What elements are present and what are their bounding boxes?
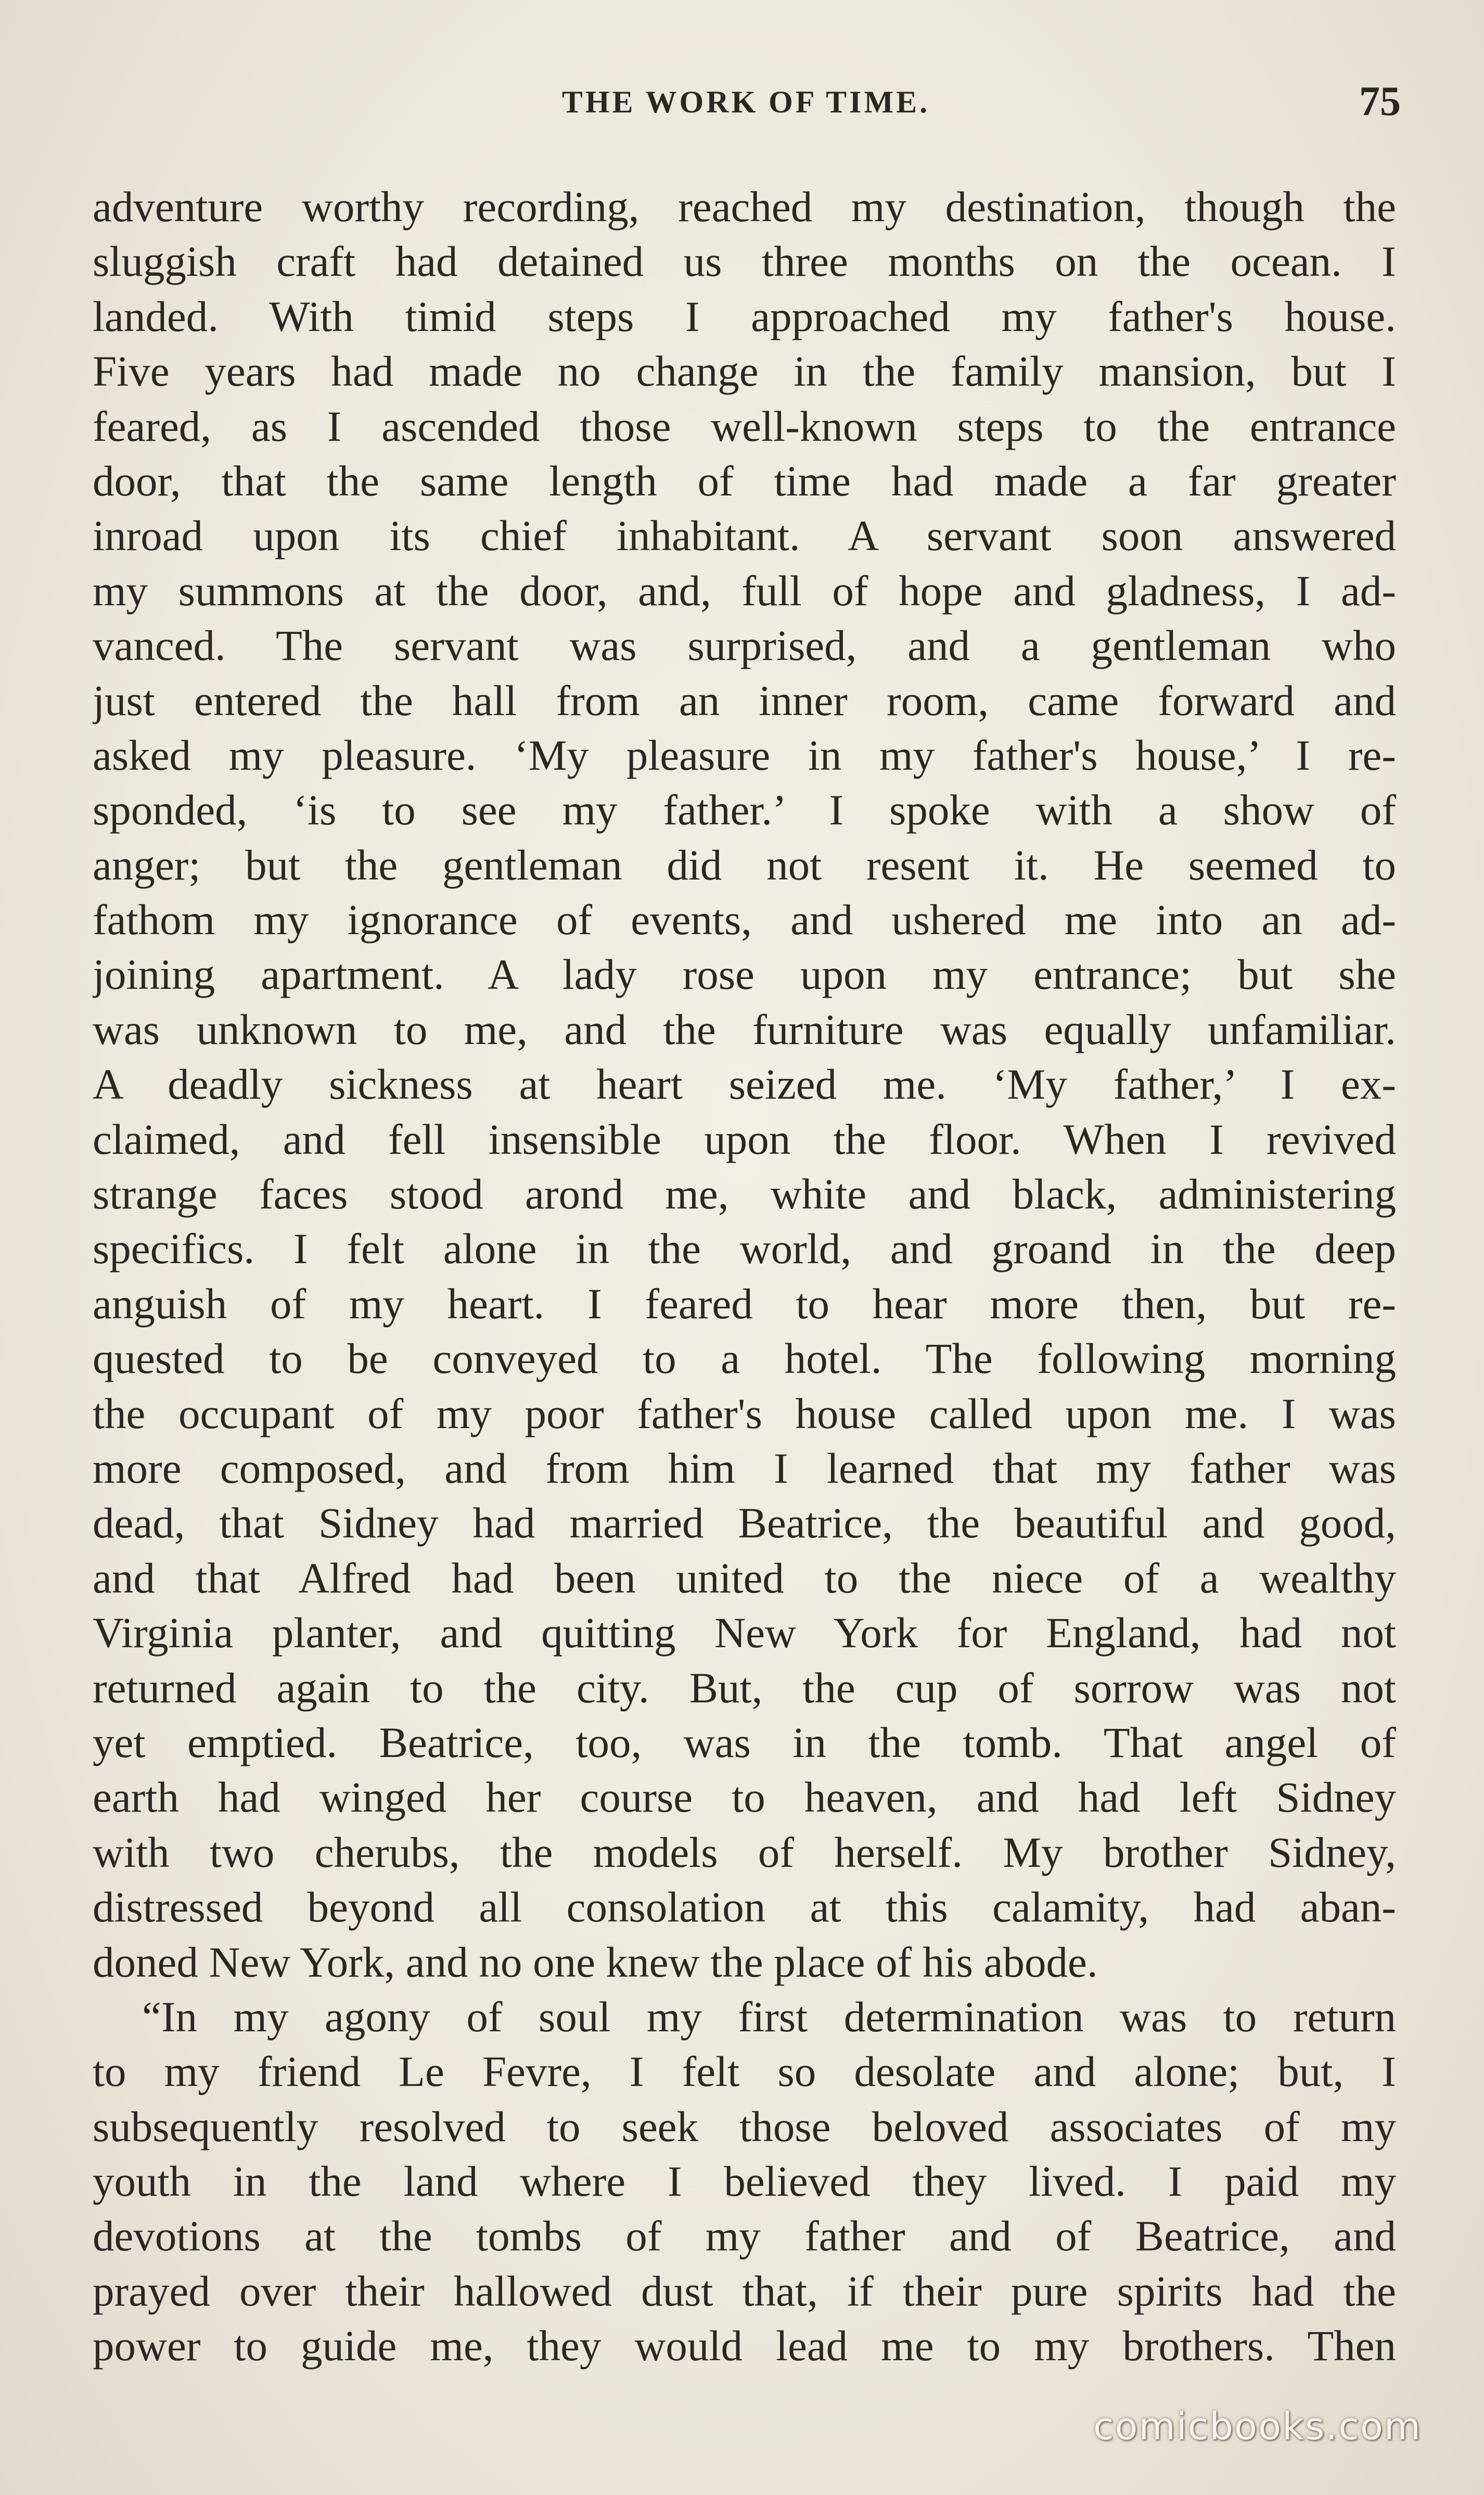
text-line: distressed beyond all consolation at this calamity, had aban- bbox=[93, 1883, 1396, 1931]
text-line: door, that the same length of time had made a far greater bbox=[93, 456, 1396, 505]
text-line: vanced. The servant was surprised, and a gentleman who bbox=[93, 621, 1396, 670]
text-line: prayed over their hallowed dust that, if their pure spirits had the bbox=[93, 2267, 1396, 2315]
watermark: comicbooks.com bbox=[1093, 2404, 1422, 2448]
text-line: fathom my ignorance of events, and ushered me into an ad- bbox=[93, 896, 1396, 944]
text-line: earth had winged her course to heaven, and had left Sidney bbox=[93, 1773, 1396, 1822]
text-line: the occupant of my poor father's house called upon me. I was bbox=[93, 1389, 1396, 1437]
text-line: claimed, and fell insensible upon the floor. When I revived bbox=[93, 1115, 1396, 1163]
text-line: specifics. I felt alone in the world, and groand in the deep bbox=[93, 1225, 1396, 1273]
text-line: joining apartment. A lady rose upon my entrance; but she bbox=[93, 950, 1396, 999]
text-line: anger; but the gentleman did not resent it. He seemed to bbox=[93, 841, 1396, 889]
text-line: asked my pleasure. ‘My pleasure in my father's house,’ I re- bbox=[93, 731, 1396, 779]
running-head: THE WORK OF TIME. bbox=[561, 85, 930, 119]
text-line: devotions at the tombs of my father and of Beatrice, and bbox=[93, 2212, 1396, 2260]
text-line: yet emptied. Beatrice, too, was in the tomb. That angel of bbox=[93, 1718, 1396, 1766]
text-line: landed. With timid steps I approached my father's house. bbox=[93, 292, 1396, 340]
paragraph-end-line: doned New York, and no one knew the place of his abode. bbox=[93, 1938, 1098, 1986]
paragraph-start-line: “In my agony of soul my first determination was to return bbox=[142, 1992, 1396, 2041]
text-line: dead, that Sidney had married Beatrice, the beautiful and good, bbox=[93, 1499, 1396, 1547]
text-line: youth in the land where I believed they lived. I paid my bbox=[93, 2157, 1396, 2206]
text-line: with two cherubs, the models of herself. My brother Sidney, bbox=[93, 1828, 1396, 1876]
text-line: was unknown to me, and the furniture was equally unfamiliar. bbox=[93, 1005, 1396, 1053]
page-number: 75 bbox=[1359, 79, 1401, 124]
page-header bbox=[91, 78, 1401, 125]
text-line: feared, as I ascended those well-known steps to the entrance bbox=[93, 402, 1396, 450]
text-line: my summons at the door, and, full of hope and gladness, I ad- bbox=[93, 566, 1396, 615]
text-line: quested to be conveyed to a hotel. The following morning bbox=[93, 1334, 1396, 1383]
text-line: more composed, and from him I learned that my father was bbox=[93, 1444, 1396, 1492]
text-line: power to guide me, they would lead me to my brothers. Then bbox=[93, 2322, 1396, 2370]
text-line: just entered the hall from an inner room, came forward and bbox=[93, 676, 1396, 724]
text-line: A deadly sickness at heart seized me. ‘My father,’ I ex- bbox=[93, 1060, 1396, 1109]
text-line: inroad upon its chief inhabitant. A servant soon answered bbox=[93, 512, 1396, 560]
text-line: strange faces stood arond me, white and black, administering bbox=[93, 1170, 1396, 1218]
text-line: anguish of my heart. I feared to hear more then, but re- bbox=[93, 1279, 1396, 1328]
body-text bbox=[93, 180, 1396, 2374]
text-line: sponded, ‘is to see my father.’ I spoke with a show of bbox=[93, 786, 1396, 834]
text-line: and that Alfred had been united to the niece of a wealthy bbox=[93, 1554, 1396, 1602]
text-line: Virginia planter, and quitting New York for England, had not bbox=[93, 1609, 1396, 1657]
text-line: Five years had made no change in the family mansion, but I bbox=[93, 347, 1396, 396]
text-line: adventure worthy recording, reached my destination, though the bbox=[93, 183, 1396, 231]
text-line: to my friend Le Fevre, I felt so desolate and alone; but, I bbox=[93, 2047, 1396, 2096]
text-line: returned again to the city. But, the cup of sorrow was not bbox=[93, 1663, 1396, 1712]
text-line: sluggish craft had detained us three months on the ocean. I bbox=[93, 237, 1396, 286]
text-line: subsequently resolved to seek those beloved associates of my bbox=[93, 2102, 1396, 2150]
